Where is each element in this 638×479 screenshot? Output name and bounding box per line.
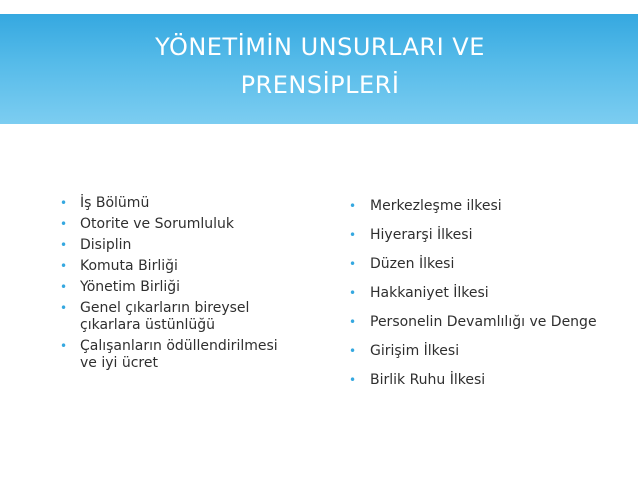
bullet-icon: • xyxy=(60,238,68,252)
list-item xyxy=(60,300,290,334)
bullet-icon: • xyxy=(60,217,68,231)
list-item xyxy=(60,195,290,212)
slide-title-line-2: PRENSİPLERİ xyxy=(240,71,400,99)
list-item-text: Yönetim Birliği xyxy=(80,279,181,295)
bullet-icon: • xyxy=(349,286,357,300)
bullet-icon: • xyxy=(349,199,357,213)
bullet-icon: • xyxy=(60,259,68,273)
list-item-text: Personelin Devamlılığı ve Denge xyxy=(370,314,597,330)
list-item-text: Çalışanların ödüllendirilmesi ve iyi ücret xyxy=(80,338,278,371)
bullet-icon: • xyxy=(60,339,68,353)
bullet-icon: • xyxy=(349,315,357,329)
list-item xyxy=(349,341,609,361)
list-item-text: Disiplin xyxy=(80,237,132,253)
list-item-text: Genel çıkarların bireysel çıkarlara üstünlüğü xyxy=(80,300,250,333)
bullet-icon: • xyxy=(349,257,357,271)
list-item-text: Girişim İlkesi xyxy=(370,343,460,359)
bullet-icon: • xyxy=(349,344,357,358)
list-item xyxy=(349,225,609,245)
list-item-text: Hiyerarşi İlkesi xyxy=(370,227,473,243)
list-item xyxy=(60,216,290,233)
list-item xyxy=(349,283,609,303)
list-item-text: Otorite ve Sorumluluk xyxy=(80,216,234,232)
list-item xyxy=(60,237,290,254)
bullet-icon: • xyxy=(349,228,357,242)
bullet-icon: • xyxy=(60,301,68,315)
list-item-text: Hakkaniyet İlkesi xyxy=(370,285,489,301)
bullet-icon: • xyxy=(60,196,68,210)
list-item xyxy=(349,312,609,332)
right-bullet-list xyxy=(349,196,609,399)
list-item xyxy=(349,196,609,216)
list-item-text: Merkezleşme ilkesi xyxy=(370,198,502,214)
list-item xyxy=(349,254,609,274)
list-item xyxy=(60,258,290,275)
bullet-icon: • xyxy=(349,373,357,387)
left-bullet-list xyxy=(60,195,290,376)
list-item-text: İş Bölümü xyxy=(80,195,150,211)
list-item-text: Birlik Ruhu İlkesi xyxy=(370,372,486,388)
slide-title xyxy=(60,28,580,104)
bullet-icon: • xyxy=(60,280,68,294)
list-item xyxy=(349,370,609,390)
list-item xyxy=(60,338,290,372)
slide-title-line-1: YÖNETİMİN UNSURLARI VE xyxy=(155,33,485,61)
list-item-text: Düzen İlkesi xyxy=(370,256,455,272)
list-item xyxy=(60,279,290,296)
list-item-text: Komuta Birliği xyxy=(80,258,178,274)
